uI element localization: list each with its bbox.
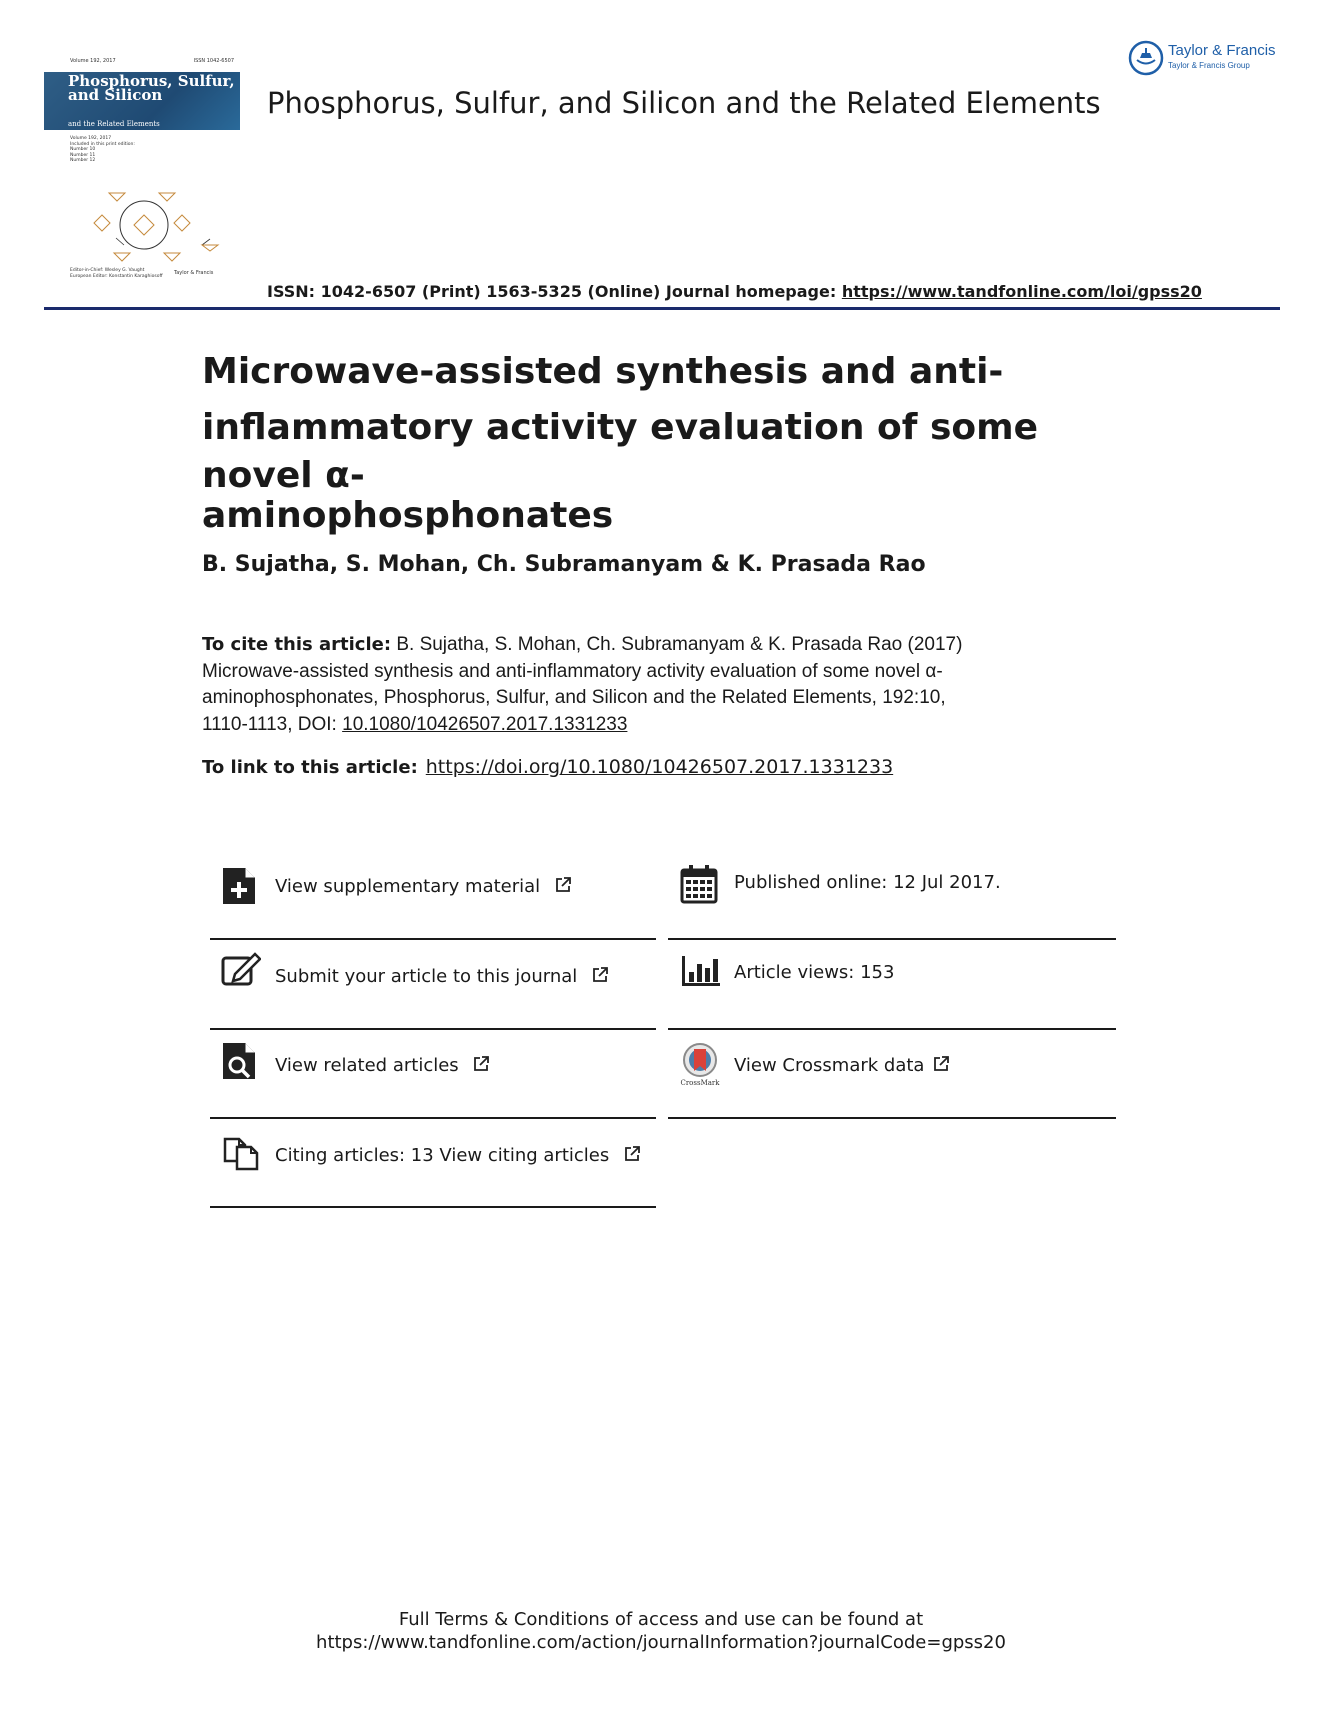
cover-editors: Editor-in-Chief: Wesley G. Vaught European Editor: Konstantin Karaghiosoff [70, 268, 163, 279]
issn-text: ISSN: 1042-6507 (Print) 1563-5325 (Online) Journal homepage: [267, 282, 842, 301]
crossmark-label: View Crossmark data [734, 1055, 925, 1076]
citation-text: B. Sujatha, S. Mohan, Ch. Subramanyam & K. Prasada Rao (2017) [391, 634, 963, 655]
cover-subtitle: and the Related Elements [68, 120, 160, 128]
journal-cover-thumbnail [44, 58, 240, 284]
external-link-icon [554, 876, 572, 894]
supplementary-file-icon [221, 866, 257, 906]
doi-link[interactable]: 10.1080/10426507.2017.1331233 [342, 713, 628, 735]
divider [210, 938, 656, 940]
journal-title: Phosphorus, Sulfur, and Silicon and the Related Elements [267, 86, 1101, 120]
citing-articles-icon [221, 1131, 261, 1171]
article-title [202, 348, 1122, 540]
divider [668, 938, 1116, 940]
view-related-label: View related articles [275, 1055, 459, 1076]
divider [210, 1117, 656, 1119]
citation-text: Microwave-assisted synthesis and anti-inflammatory activity evaluation of some novel α- [202, 660, 943, 682]
edit-icon [221, 952, 261, 988]
external-link-icon [623, 1145, 641, 1163]
citing-articles-label: Citing articles: 13 View citing articles [275, 1145, 610, 1166]
crossmark-logo-text: CrossMark [680, 1079, 720, 1087]
tf-logo-name: Taylor & Francis [1168, 42, 1276, 59]
related-articles-search-icon [221, 1041, 257, 1081]
citation-label: To cite this article: [202, 634, 392, 655]
external-link-icon [591, 966, 609, 984]
cover-publisher: Taylor & Francis [174, 270, 214, 276]
cover-volume: Volume 192, 2017 [70, 58, 116, 64]
footer [0, 1608, 1322, 1654]
calendar-icon [680, 864, 718, 904]
article-title-line: Microwave-assisted synthesis and anti- [202, 351, 1004, 392]
citation-text: 1110-1113, DOI: [202, 713, 343, 735]
cover-molecule-illustration [54, 183, 234, 268]
divider [210, 1028, 656, 1030]
divider [668, 1028, 1116, 1030]
bar-chart-icon [680, 954, 722, 988]
article-doi-url[interactable]: https://doi.org/10.1080/10426507.2017.1331233 [425, 756, 894, 778]
article-link-block [202, 756, 893, 778]
header-rule [44, 307, 1280, 310]
crossmark-logo-icon [680, 1043, 720, 1087]
tf-emblem-icon [1128, 40, 1164, 76]
citation-block [202, 632, 1102, 738]
citing-articles-link[interactable] [275, 1145, 641, 1166]
citation-text: aminophosphonates, Phosphorus, Sulfur, and Silicon and the Related Elements, 192:10, [202, 687, 946, 708]
divider [668, 1117, 1116, 1119]
view-supplementary-link[interactable] [275, 876, 572, 897]
cover-info: Volume 192, 2017 Included in this print edition: Number 10 Number 11 Number 12 [70, 136, 135, 163]
article-views: Article views: 153 [734, 962, 895, 983]
external-link-icon [932, 1055, 950, 1073]
submit-article-link[interactable] [275, 966, 609, 987]
published-online: Published online: 12 Jul 2017. [734, 872, 1001, 893]
cover-title: Phosphorus, Sulfur, and Silicon [68, 72, 235, 104]
taylor-francis-logo[interactable] [1128, 38, 1288, 78]
issn-line [267, 282, 1202, 301]
footer-terms: Full Terms & Conditions of access and use can be found at [398, 1609, 924, 1630]
article-link-label: To link to this article: [202, 757, 418, 778]
footer-terms-url[interactable]: https://www.tandfonline.com/action/journalInformation?journalCode=gpss20 [316, 1632, 1006, 1653]
tf-logo-group: Taylor & Francis Group [1168, 61, 1250, 70]
divider [210, 1206, 656, 1208]
article-title-line: inflammatory activity evaluation of some novel α- [202, 407, 1039, 496]
cover-issn: ISSN 1042-6507 [193, 58, 234, 64]
external-link-icon [472, 1055, 490, 1073]
authors: B. Sujatha, S. Mohan, Ch. Subramanyam & K. Prasada Rao [202, 552, 926, 577]
submit-article-label: Submit your article to this journal [275, 966, 578, 987]
view-related-link[interactable] [275, 1055, 490, 1076]
article-title-line: aminophosphonates [202, 495, 614, 536]
journal-homepage-link[interactable]: https://www.tandfonline.com/loi/gpss20 [841, 282, 1202, 301]
view-supplementary-label: View supplementary material [275, 876, 541, 897]
crossmark-link[interactable] [734, 1055, 950, 1076]
